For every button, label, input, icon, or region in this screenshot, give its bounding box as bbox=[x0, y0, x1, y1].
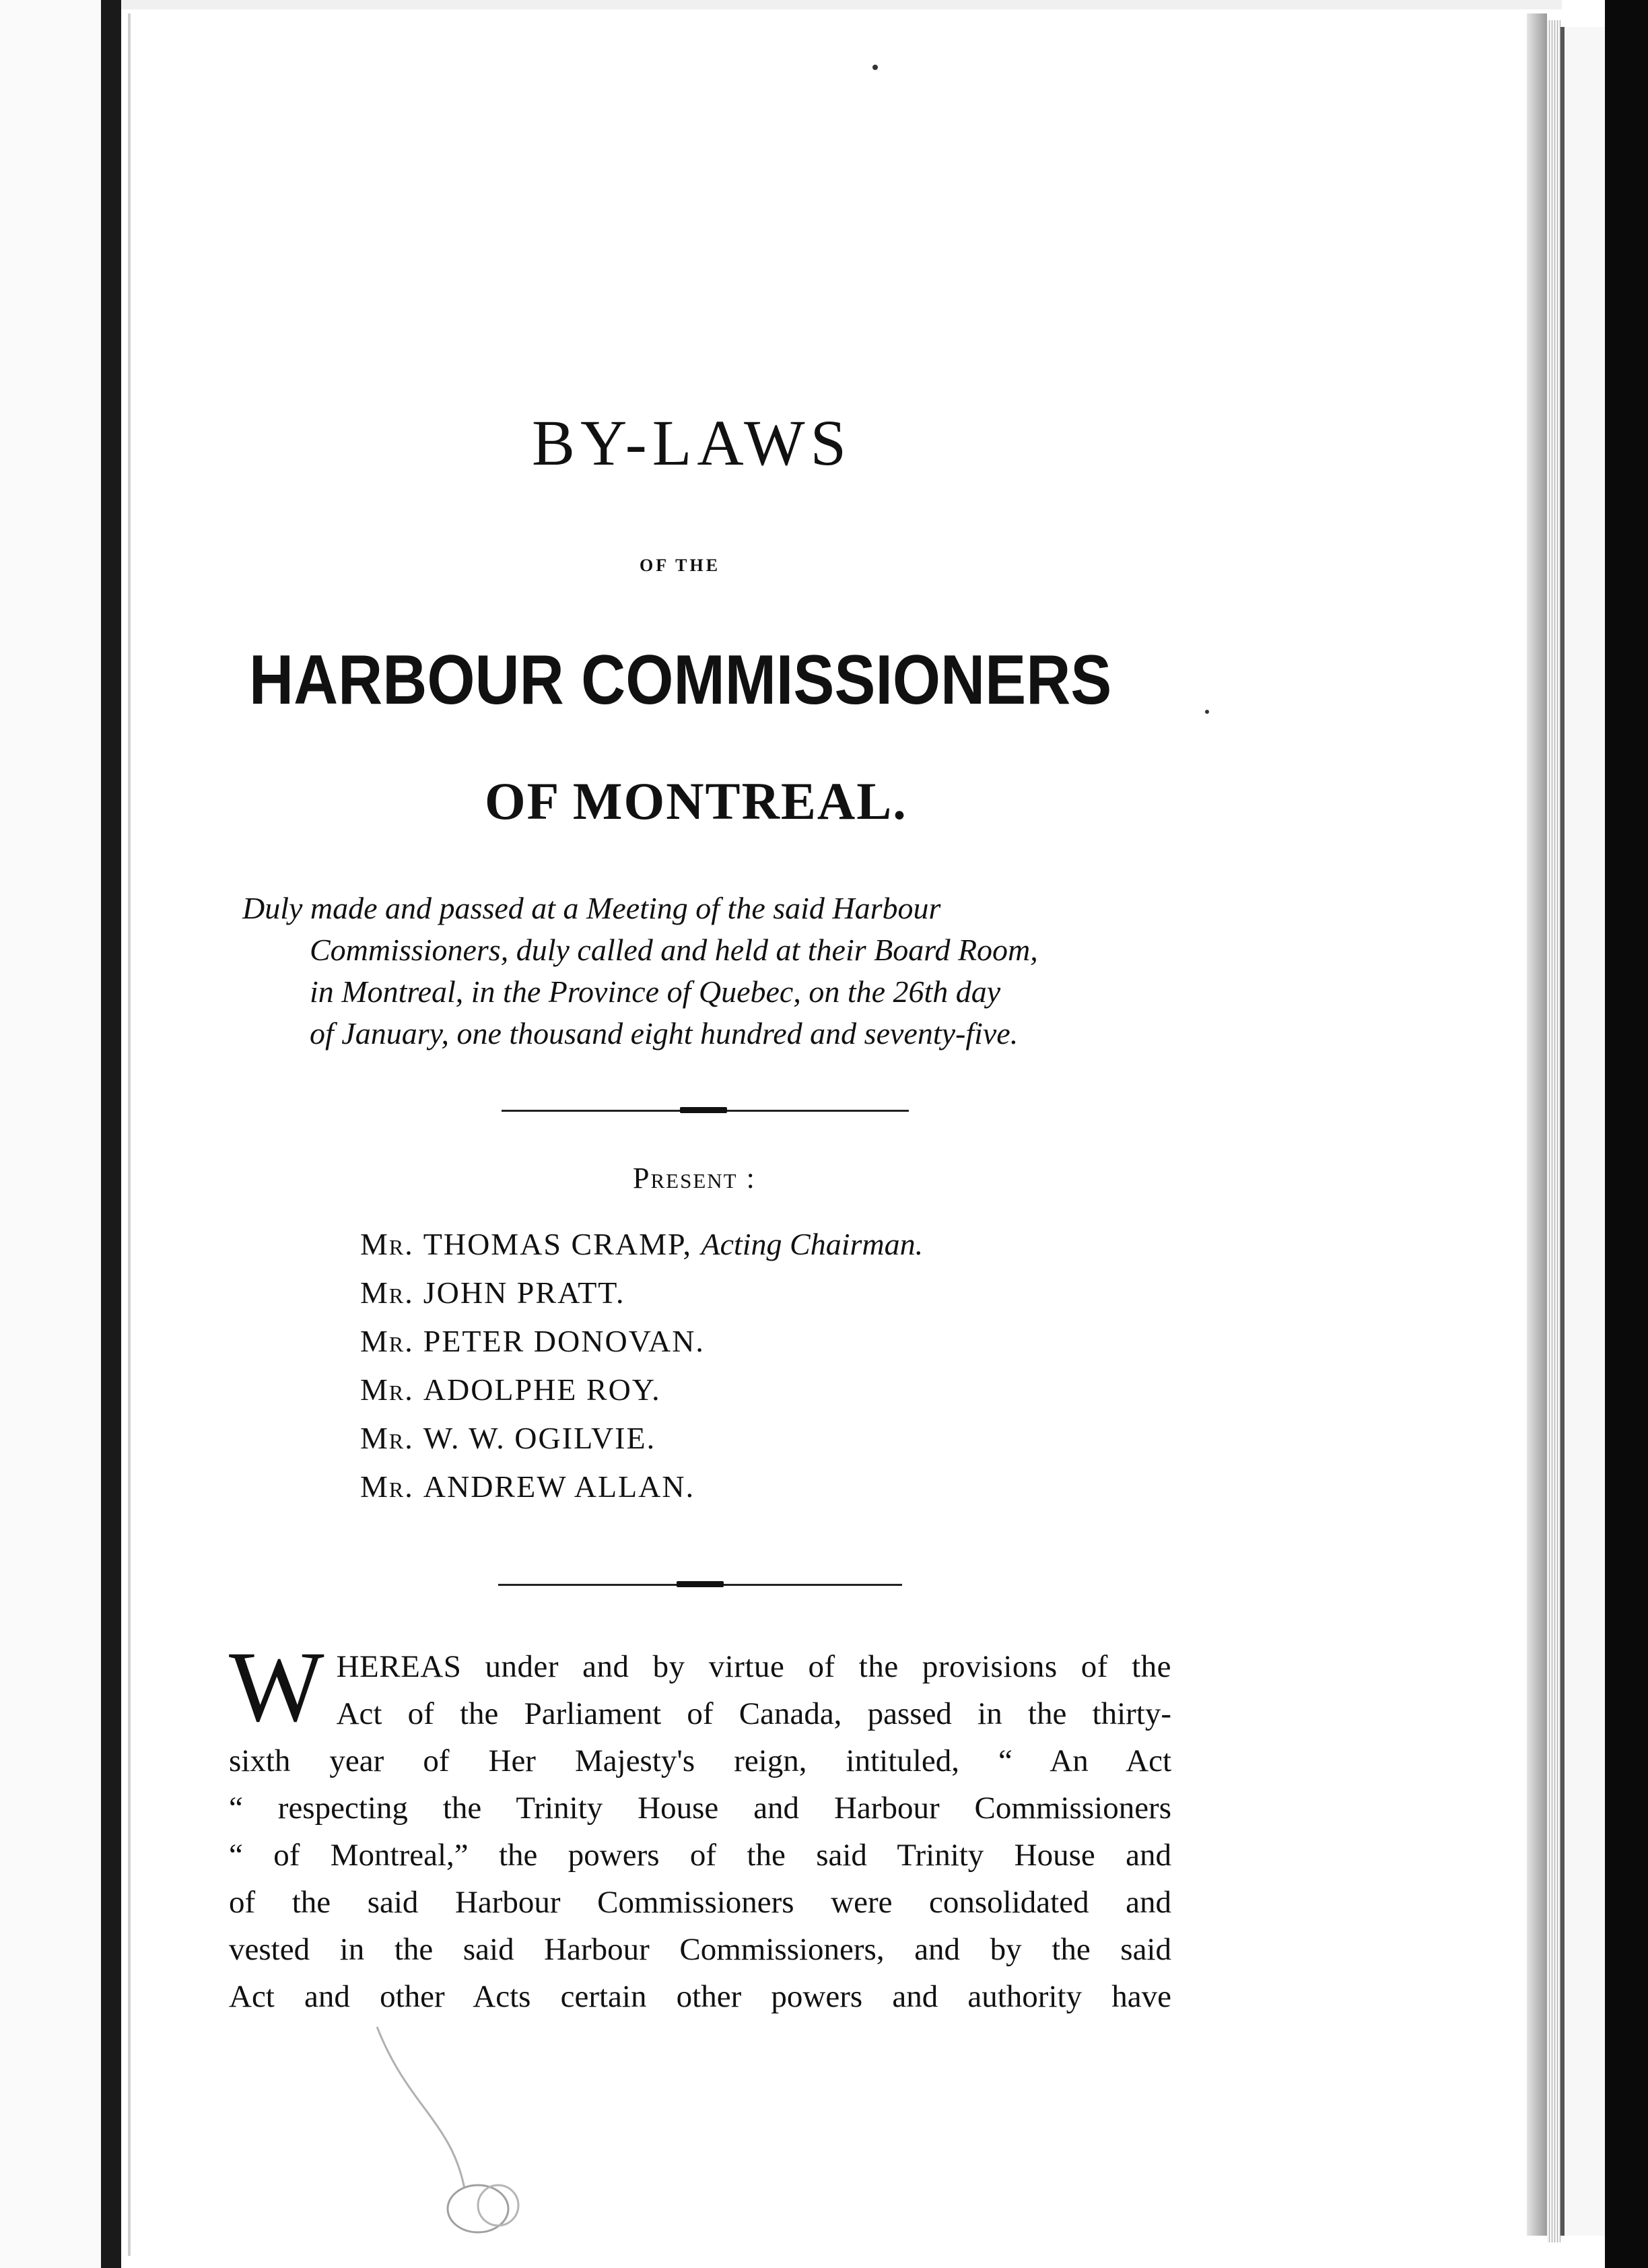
drop-cap: W bbox=[229, 1631, 324, 1743]
body-name-heading: HARBOUR COMMISSIONERS bbox=[249, 641, 1112, 719]
member-name: JOHN PRATT. bbox=[423, 1275, 625, 1310]
member-prefix: Mr. bbox=[360, 1421, 414, 1455]
body-line: of the said Harbour Commissioners were consolidated and bbox=[229, 1885, 1171, 1920]
speck bbox=[872, 65, 878, 70]
preamble-line: Commissioners, duly called and held at their Board Room, bbox=[310, 933, 1038, 967]
ornamental-rule-center bbox=[680, 1107, 727, 1113]
left-facing-page bbox=[0, 0, 108, 2268]
member-role: Acting Chairman. bbox=[701, 1227, 924, 1261]
binding-shadow bbox=[101, 0, 121, 2268]
member-name: PETER DONOVAN. bbox=[423, 1324, 705, 1358]
member-entry bbox=[360, 1220, 1168, 1269]
member-entry bbox=[360, 1463, 1168, 1511]
body-line: “ respecting the Trinity House and Harbour Commissioners bbox=[229, 1791, 1171, 1826]
scan-border-right bbox=[1605, 0, 1648, 2268]
preamble-line: in Montreal, in the Province of Quebec, on the 26th day bbox=[310, 974, 1001, 1009]
member-prefix: Mr. bbox=[360, 1275, 414, 1310]
member-name: W. W. OGILVIE. bbox=[423, 1421, 656, 1455]
right-page-shadow bbox=[1527, 13, 1547, 2236]
member-prefix: Mr. bbox=[360, 1324, 414, 1358]
preamble-paragraph bbox=[242, 888, 1198, 1076]
member-entry bbox=[360, 1317, 1168, 1366]
member-entry bbox=[360, 1414, 1168, 1463]
whereas-paragraph bbox=[229, 1631, 1171, 2020]
speck bbox=[1205, 710, 1209, 714]
present-label: Present : bbox=[633, 1162, 756, 1195]
body-line: “ of Montreal,” the powers of the said Trinity House and bbox=[229, 1838, 1171, 1873]
title-connector: OF THE bbox=[640, 556, 721, 575]
member-entry bbox=[360, 1269, 1168, 1317]
cover-edge bbox=[1560, 27, 1605, 2236]
member-prefix: Mr. bbox=[360, 1227, 414, 1261]
member-prefix: Mr. bbox=[360, 1372, 414, 1407]
members-list bbox=[360, 1220, 1168, 1523]
location-heading: OF MONTREAL. bbox=[485, 772, 907, 830]
body-line: vested in the said Harbour Commissioners, and by the said bbox=[229, 1932, 1171, 1967]
pencil-scribble bbox=[364, 2020, 539, 2242]
body-line: Act of the Parliament of Canada, passed in the thirty- bbox=[336, 1696, 1171, 1731]
member-name: THOMAS CRAMP, bbox=[423, 1227, 692, 1261]
ornamental-rule-center bbox=[677, 1581, 724, 1587]
preamble-line: Duly made and passed at a Meeting of the said Harbour bbox=[242, 891, 941, 925]
page-stack-edges bbox=[1547, 20, 1560, 2242]
member-name: ANDREW ALLAN. bbox=[423, 1469, 695, 1504]
document-title: BY-LAWS bbox=[532, 407, 852, 479]
member-prefix: Mr. bbox=[360, 1469, 414, 1504]
member-name: ADOLPHE ROY. bbox=[423, 1372, 661, 1407]
page-gutter-line bbox=[128, 13, 131, 2256]
preamble-line: of January, one thousand eight hundred and seventy-five. bbox=[310, 1016, 1019, 1050]
body-line: sixth year of Her Majesty's reign, intituled, “ An Act bbox=[229, 1743, 1171, 1778]
top-page-edge bbox=[121, 0, 1562, 9]
member-entry bbox=[360, 1366, 1168, 1414]
body-line: HEREAS under and by virtue of the provisions of the bbox=[336, 1649, 1171, 1684]
body-line: Act and other Acts certain other powers and authority have bbox=[229, 1979, 1171, 2014]
